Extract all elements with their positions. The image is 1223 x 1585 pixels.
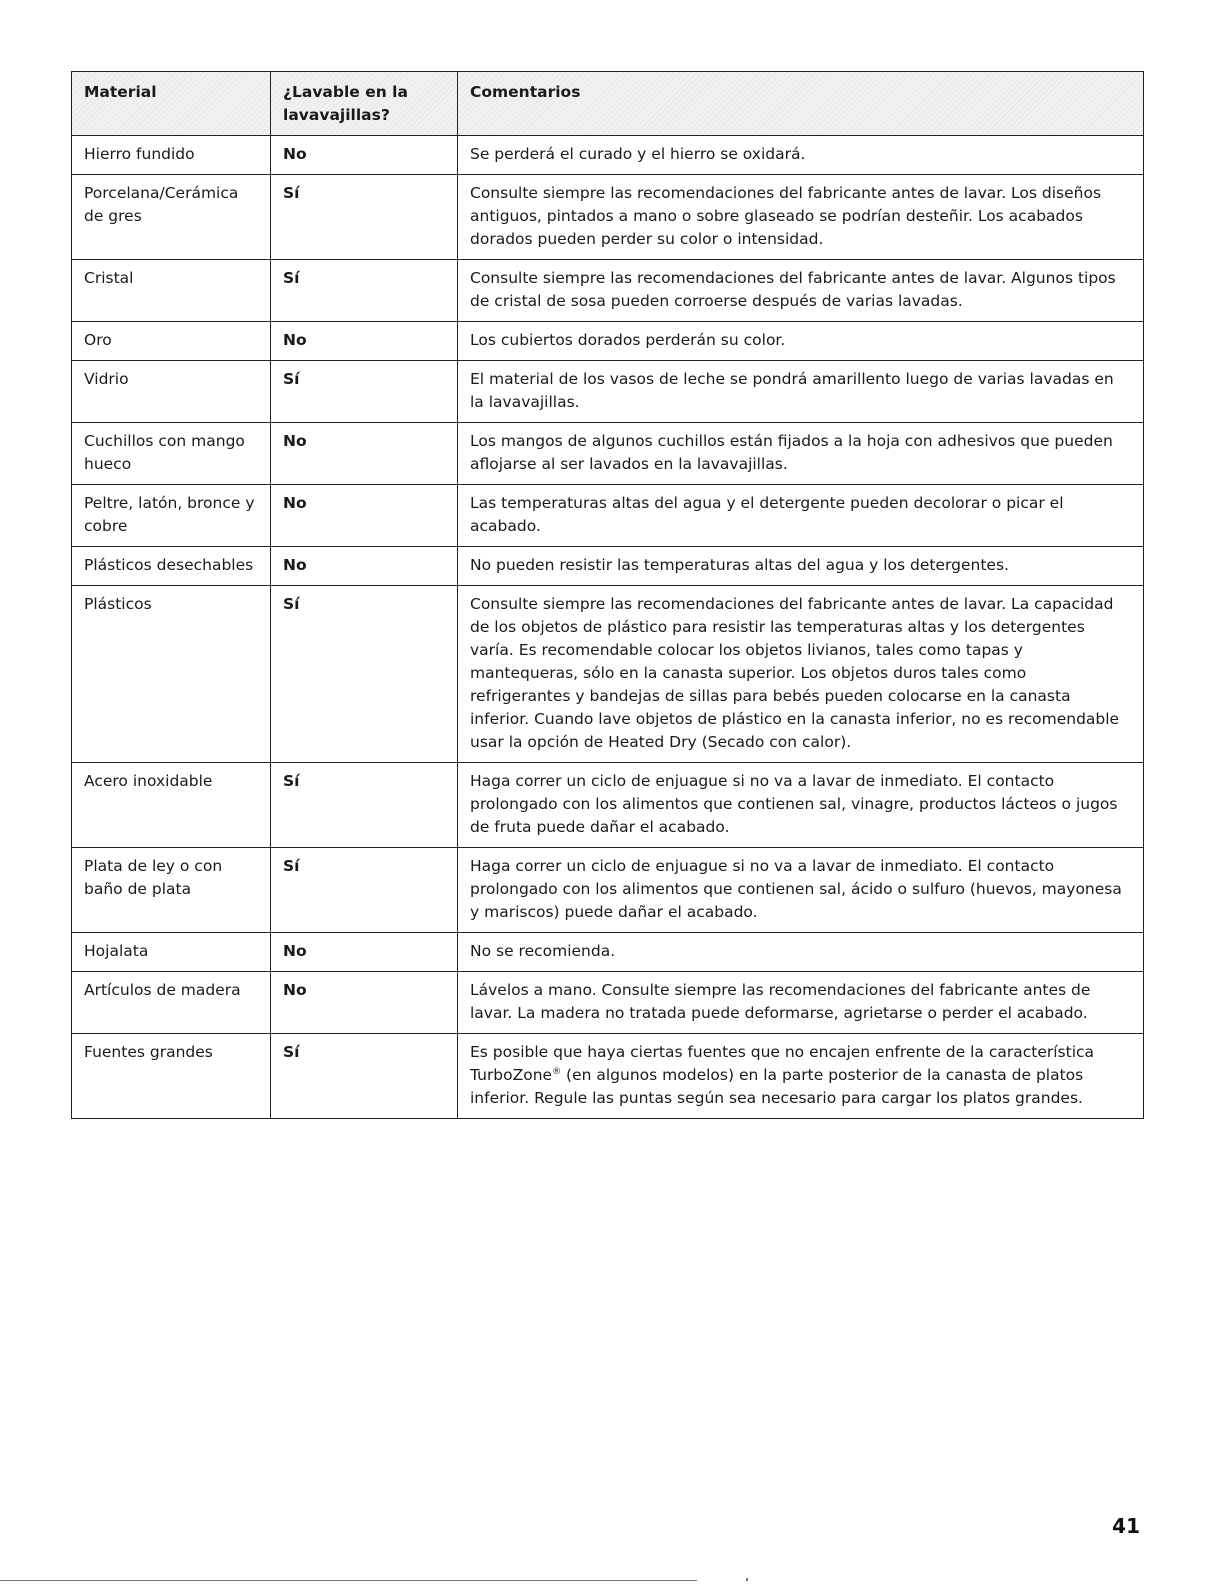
- material-cell: Cuchillos con mango hueco: [72, 423, 271, 485]
- dishwasher-safe-cell: Sí: [271, 848, 458, 933]
- dishwasher-safe-cell: Sí: [271, 586, 458, 763]
- material-cell: Cristal: [72, 260, 271, 322]
- comments-text-before: Es posible que haya ciertas fuentes que no encajen enfrente de la característica TurboZone: [470, 1043, 1095, 1084]
- dishwasher-safe-cell: Sí: [271, 175, 458, 260]
- table-row: [72, 322, 1144, 361]
- comments-cell: No se recomienda.: [458, 933, 1144, 972]
- material-cell: Fuentes grandes: [72, 1034, 271, 1119]
- dishwasher-safe-cell: Sí: [271, 260, 458, 322]
- material-cell: Hojalata: [72, 933, 271, 972]
- table-row: [72, 763, 1144, 848]
- comments-cell: Las temperaturas altas del agua y el detergente pueden decolorar o picar el acabado.: [458, 485, 1144, 547]
- registered-mark: ®: [552, 1066, 562, 1077]
- table-body: [72, 136, 1144, 1119]
- comments-cell: Los cubiertos dorados perderán su color.: [458, 322, 1144, 361]
- material-cell: Plásticos desechables: [72, 547, 271, 586]
- table-row: [72, 175, 1144, 260]
- comments-text-after: (en algunos modelos) en la parte posterior de la canasta de platos inferior. Regule las puntas según sea necesario para cargar los platos grandes.: [470, 1066, 1084, 1107]
- dishwasher-safe-cell: No: [271, 933, 458, 972]
- header-row: [72, 72, 1144, 136]
- material-cell: Plásticos: [72, 586, 271, 763]
- comments-cell: Los mangos de algunos cuchillos están fijados a la hoja con adhesivos que pueden aflojarse al ser lavados en la lavavajillas.: [458, 423, 1144, 485]
- dishwasher-safe-cell: Sí: [271, 1034, 458, 1119]
- dishwasher-safe-cell: No: [271, 547, 458, 586]
- dishwasher-safe-cell: No: [271, 485, 458, 547]
- bottom-rule: [0, 1580, 697, 1581]
- table-row: [72, 547, 1144, 586]
- dishwasher-safe-cell: No: [271, 972, 458, 1034]
- material-cell: Acero inoxidable: [72, 763, 271, 848]
- table-row: [72, 485, 1144, 547]
- comments-cell: El material de los vasos de leche se pondrá amarillento luego de varias lavadas en la lavavajillas.: [458, 361, 1144, 423]
- table-row: [72, 972, 1144, 1034]
- comments-cell: Consulte siempre las recomendaciones del fabricante antes de lavar. Los diseños antiguos, pintados a mano o sobre glaseado se podrían desteñir. Los acabados dorados pueden perder su color o intensidad.: [458, 175, 1144, 260]
- comments-cell: No pueden resistir las temperaturas altas del agua y los detergentes.: [458, 547, 1144, 586]
- table-row: [72, 933, 1144, 972]
- header-dishwasher-safe: ¿Lavable en la lavavajillas?: [271, 72, 458, 136]
- table-row: [72, 136, 1144, 175]
- comments-cell: Consulte siempre las recomendaciones del fabricante antes de lavar. La capacidad de los objetos de plástico para resistir las temperaturas altas y los detergentes varía. Es recomendable colocar los objetos livianos, tales como tapas y mantequeras, sólo en la canasta superior. Los objetos duros tales como refrigerantes y bandejas de sillas para bebés pueden colocarse en la canasta inferior. Cuando lave objetos de plástico en la canasta inferior, no es recomendable usar la opción de Heated Dry (Secado con calor).: [458, 586, 1144, 763]
- dishwasher-safe-cell: No: [271, 423, 458, 485]
- table-row: [72, 423, 1144, 485]
- dishwasher-safe-cell: No: [271, 322, 458, 361]
- page-number: 41: [1112, 1514, 1140, 1538]
- material-cell: Vidrio: [72, 361, 271, 423]
- material-cell: Porcelana/Cerámica de gres: [72, 175, 271, 260]
- comments-cell: Consulte siempre las recomendaciones del fabricante antes de lavar. Algunos tipos de cristal de sosa pueden corroerse después de varias lavadas.: [458, 260, 1144, 322]
- table-header: [72, 72, 1144, 136]
- dishwasher-materials-table: [71, 71, 1144, 1119]
- comments-cell: Haga correr un ciclo de enjuague si no va a lavar de inmediato. El contacto prolongado con los alimentos que contienen sal, vinagre, productos lácteos o jugos de fruta puede dañar el acabado.: [458, 763, 1144, 848]
- table-row: [72, 260, 1144, 322]
- material-cell: Plata de ley o con baño de plata: [72, 848, 271, 933]
- material-cell: Artículos de madera: [72, 972, 271, 1034]
- comments-cell: [458, 1034, 1144, 1119]
- table-row: [72, 848, 1144, 933]
- table-row: [72, 361, 1144, 423]
- dishwasher-safe-cell: No: [271, 136, 458, 175]
- header-comments: Comentarios: [458, 72, 1144, 136]
- header-material: Material: [72, 72, 271, 136]
- material-cell: Oro: [72, 322, 271, 361]
- table-row: [72, 586, 1144, 763]
- table-row: [72, 1034, 1144, 1119]
- comments-cell: Haga correr un ciclo de enjuague si no va a lavar de inmediato. El contacto prolongado con los alimentos que contienen sal, ácido o sulfuro (huevos, mayonesa y mariscos) puede dañar el acabado.: [458, 848, 1144, 933]
- comments-cell: Lávelos a mano. Consulte siempre las recomendaciones del fabricante antes de lavar. La madera no tratada puede deformarse, agrietarse o perder el acabado.: [458, 972, 1144, 1034]
- material-cell: Hierro fundido: [72, 136, 271, 175]
- comments-cell: Se perderá el curado y el hierro se oxidará.: [458, 136, 1144, 175]
- dishwasher-safe-cell: Sí: [271, 763, 458, 848]
- bottom-tick: [746, 1578, 748, 1581]
- dishwasher-safe-cell: Sí: [271, 361, 458, 423]
- material-cell: Peltre, latón, bronce y cobre: [72, 485, 271, 547]
